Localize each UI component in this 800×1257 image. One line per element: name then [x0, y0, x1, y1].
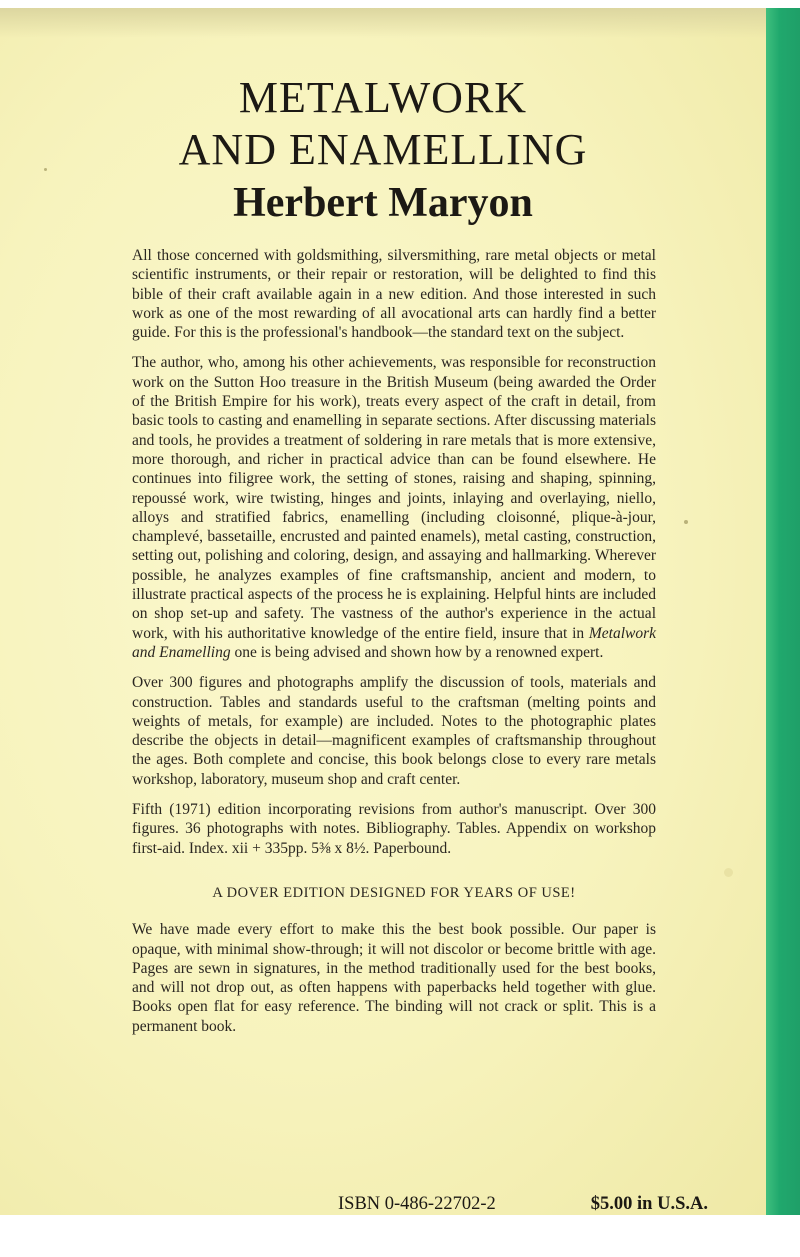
edition-details: Fifth (1971) edition incorporating revisions from author's manuscript. Over 300 figures. 36 photographs with notes. Bibliography. Tables. Appendix on workshop first-aid. Index. xii + 335pp. 5⅜ x 8½. Paperbound.	[132, 801, 656, 857]
dover-edition-heading: A DOVER EDITION DESIGNED FOR YEARS OF USE!	[212, 884, 576, 901]
worn-top-edge	[0, 8, 766, 38]
isbn-number: ISBN 0-486-22702-2	[338, 1194, 496, 1214]
footer-row	[338, 1194, 708, 1215]
price-label: $5.00 in U.S.A.	[590, 1194, 708, 1214]
paper-speck	[684, 520, 688, 524]
book-author: Herbert Maryon	[233, 180, 533, 226]
blurb-text	[132, 246, 656, 1047]
dover-edition-text: We have made every effort to make this the best book possible. Our paper is opaque, with minimal show-through; it will not discolor or become brittle with age. Pages are sewn in signatures, in the method traditionally used for the best books, and will not drop out, as often happens with paperbacks held together with glue. Books open flat for easy reference. The binding will not crack or split. This is a permanent book.	[132, 921, 656, 1035]
book-title-line-2: AND ENAMELLING	[178, 125, 588, 174]
title-block	[0, 72, 766, 230]
paper-speck	[724, 868, 733, 877]
book-title-italic: Metalwork and Enamelling	[132, 624, 656, 661]
blurb-paragraph-1: All those concerned with goldsmithing, silversmithing, rare metal objects or metal scientific instruments, or their repair or restoration, will be delighted to find this bible of their craft available again in a new edition. And those interested in such work as one of the most rewarding of all avocational arts can hardly find a better guide. For this is the professional's handbook—the standard text on the subject.	[132, 247, 656, 342]
blurb-paragraph-2-end: one is being advised and shown how by a renowned expert.	[230, 643, 604, 661]
book-title-line-1: METALWORK	[238, 73, 528, 122]
green-spine-edge	[766, 8, 800, 1215]
book-back-cover	[0, 8, 766, 1215]
blurb-paragraph-2-start: The author, who, among his other achievements, was responsible for reconstruction work on the Sutton Hoo treasure in the British Museum (being awarded the Order of the British Empire for his work), treats every aspect of the craft in detail, from basic tools to casting and enamelling in separate sections. After discussing materials and tools, he provides a treatment of soldering in rare metals that is more extensive, more thorough, and richer in practical advice than can be found elsewhere. He continues into filigree work, the setting of stones, raising and shaping, spinning, repoussé work, wire twisting, hinges and joints, inlaying and overlaying, niello, alloys and stratified fabrics, enamelling (including cloisonné, plique-à-jour, champlevé, bassetaille, encrusted and painted enamels), metal casting, construction, setting out, polishing and coloring, design, and assaying and hallmarking. Wherever possible, he analyzes examples of fine craftsmanship, ancient and modern, to illustrate practical aspects of the process he is explaining. Helpful hints are included on shop set-up and safety. The vastness of the author's experience in the actual work, with his authoritative knowledge of the entire field, insure that in	[132, 354, 656, 642]
blurb-paragraph-3: Over 300 figures and photographs amplify the discussion of tools, materials and construction. Tables and standards useful to the craftsman (melting points and weights of metals, for example) are included. Notes to the photographic plates describe the objects in detail—magnificent examples of craftsmanship throughout the ages. Both complete and concise, this book belongs close to every rare metals workshop, laboratory, museum shop and craft center.	[132, 674, 656, 788]
blurb-paragraph-2	[132, 353, 656, 662]
